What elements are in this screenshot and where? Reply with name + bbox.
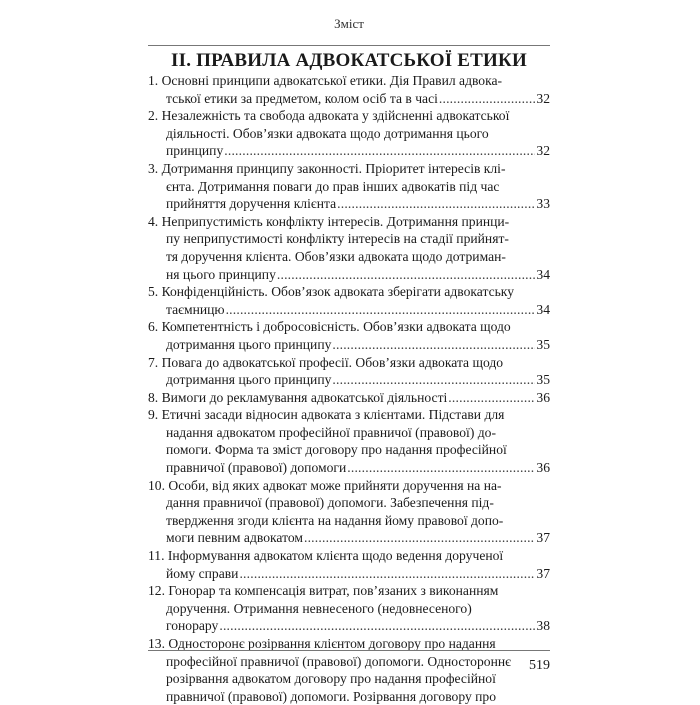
toc-entry-line: 2. Незалежність та свобода адвоката у здійсненні адвокатської <box>148 108 510 124</box>
toc-entry <box>148 389 550 407</box>
toc-page-number: 35 <box>536 372 550 388</box>
toc-entry-text: принципу <box>166 143 224 159</box>
toc-entry-line: правничої (правової) допомоги. Розірвання договору про <box>166 688 497 704</box>
toc-entry-line: пу неприпустимості конфлікту інтересів на стадії прийнят- <box>166 231 509 247</box>
toc-entry <box>148 283 550 318</box>
toc-entry-line: 6. Компетентність і добросовісність. Обов’язки адвоката щодо <box>148 319 511 335</box>
toc-entry <box>148 547 550 582</box>
toc-entry-text: гонорару <box>166 618 219 634</box>
toc-entry <box>148 213 550 283</box>
toc-entry-text: правничої (правової) допомоги <box>166 460 347 476</box>
toc-entry-text: ня цього принципу <box>166 266 276 282</box>
dot-leader <box>239 565 535 583</box>
toc-entry-line: надання адвокатом професійної правничої (правової) до- <box>166 424 496 440</box>
toc-entry <box>148 582 550 635</box>
dot-leader <box>448 389 535 407</box>
bottom-rule <box>148 650 550 651</box>
top-rule <box>148 45 550 46</box>
toc-page-number: 34 <box>536 266 550 282</box>
toc-entry-text: йому справи <box>166 565 239 581</box>
toc-entry-last-line <box>148 142 550 160</box>
toc-entry-line: 1. Основні принципи адвокатської етики. Дія Правил адвока- <box>148 73 503 88</box>
toc-page-number: 35 <box>536 336 550 352</box>
toc-entry <box>148 107 550 160</box>
toc-entry-line: доручення. Отримання невнесеного (недовнесеного) <box>166 600 472 616</box>
toc-entry-line: 4. Неприпустимість конфлікту інтересів. Дотримання принци- <box>148 213 510 229</box>
toc-entry-last-line <box>148 336 550 354</box>
running-head: Зміст <box>334 16 364 31</box>
dot-leader <box>439 90 536 108</box>
toc-page-number: 32 <box>536 143 550 159</box>
toc-entry-line: 13. Односторонє розірвання клієнтом договору про надання <box>148 636 496 651</box>
dot-leader <box>337 195 535 213</box>
dot-leader <box>277 266 536 284</box>
toc-page-number: 34 <box>536 301 550 317</box>
toc-entry-line: помоги. Форма та зміст договору про надання професійної <box>166 442 507 458</box>
toc-entry <box>148 406 550 476</box>
dot-leader <box>347 459 535 477</box>
toc-entry-line: 5. Конфіденційність. Обов’язок адвоката зберігати адвокатську <box>148 284 515 300</box>
toc-entry-last-line <box>148 301 550 319</box>
dot-leader <box>332 336 535 354</box>
toc-entry-line: розірвання адвокатом договору про надання професійної <box>166 671 496 687</box>
toc-page-number: 36 <box>536 460 550 476</box>
toc-entry <box>148 354 550 389</box>
toc-entry-line: твердження згоди клієнта на надання йому правової допо- <box>166 512 504 528</box>
toc-entry-last-line <box>148 617 550 635</box>
toc-entry <box>148 318 550 353</box>
dot-leader <box>226 301 536 319</box>
toc-entry <box>148 477 550 547</box>
toc-page-number: 37 <box>536 565 550 581</box>
toc-entry-line: тя доручення клієнта. Обов’язки адвоката щодо дотриман- <box>166 248 506 264</box>
toc-entry-text: дотримання цього принципу <box>166 372 332 388</box>
toc-entry-last-line <box>148 90 550 108</box>
section-title: II. ПРАВИЛА АДВОКАТСЬКОЇ ЕТИКИ <box>171 50 527 71</box>
dot-leader <box>304 529 535 547</box>
toc-page-number: 38 <box>536 618 550 634</box>
toc-entry-text: моги певним адвокатом <box>166 530 303 546</box>
toc-entry-text: прийняття доручення клієнта <box>166 196 337 212</box>
toc-entry-line: 10. Особи, від яких адвокат може прийняти доручення на на- <box>148 477 502 493</box>
toc-entry-line: дання правничої (правової) допомоги. Забезпечення під- <box>166 495 494 511</box>
toc-entry-text: дотримання цього принципу <box>166 336 332 352</box>
toc-page-number: 33 <box>536 196 550 212</box>
toc-entry-line: 12. Гонорар та компенсація витрат, пов’язаних з виконанням <box>148 583 499 599</box>
toc-entry-line: 3. Дотримання принципу законності. Пріоритет інтересів клі- <box>148 160 506 176</box>
dot-leader <box>219 617 535 635</box>
toc-entry <box>148 72 550 107</box>
table-of-contents <box>148 72 550 705</box>
toc-page-number: 36 <box>536 389 550 405</box>
toc-entry-last-line <box>148 195 550 213</box>
toc-entry <box>148 160 550 213</box>
toc-entry-text: 8. Вимоги до рекламування адвокатської діяльності <box>148 389 448 405</box>
toc-entry-last-line <box>148 459 550 477</box>
toc-entry-text: тської етики за предметом, колом осіб та в часі <box>166 90 438 106</box>
toc-entry-line: 7. Повага до адвокатської професії. Обов’язки адвоката щодо <box>148 354 504 370</box>
toc-entry-line: єнта. Дотримання поваги до прав інших адвокатів під час <box>166 178 500 194</box>
toc-entry-last-line <box>148 389 550 407</box>
toc-entry-line: 11. Інформування адвокатом клієнта щодо ведення дорученої <box>148 548 504 564</box>
toc-entry-last-line <box>148 371 550 389</box>
dot-leader <box>224 142 535 160</box>
dot-leader <box>332 371 535 389</box>
toc-entry-last-line <box>148 266 550 284</box>
toc-entry-last-line <box>148 529 550 547</box>
toc-entry-text: таємницю <box>166 301 225 317</box>
toc-entry-line: професійної правничої (правової) допомоги. Одностороннє <box>166 653 511 669</box>
toc-page-number: 37 <box>536 530 550 546</box>
page-number: 519 <box>529 658 550 673</box>
toc-page-number: 32 <box>536 90 550 106</box>
toc-entry-line: діяльності. Обов’язки адвоката щодо дотримання цього <box>166 125 489 141</box>
toc-entry-last-line <box>148 565 550 583</box>
toc-entry-line: 9. Етичні засади відносин адвоката з клієнтами. Підстави для <box>148 407 505 423</box>
